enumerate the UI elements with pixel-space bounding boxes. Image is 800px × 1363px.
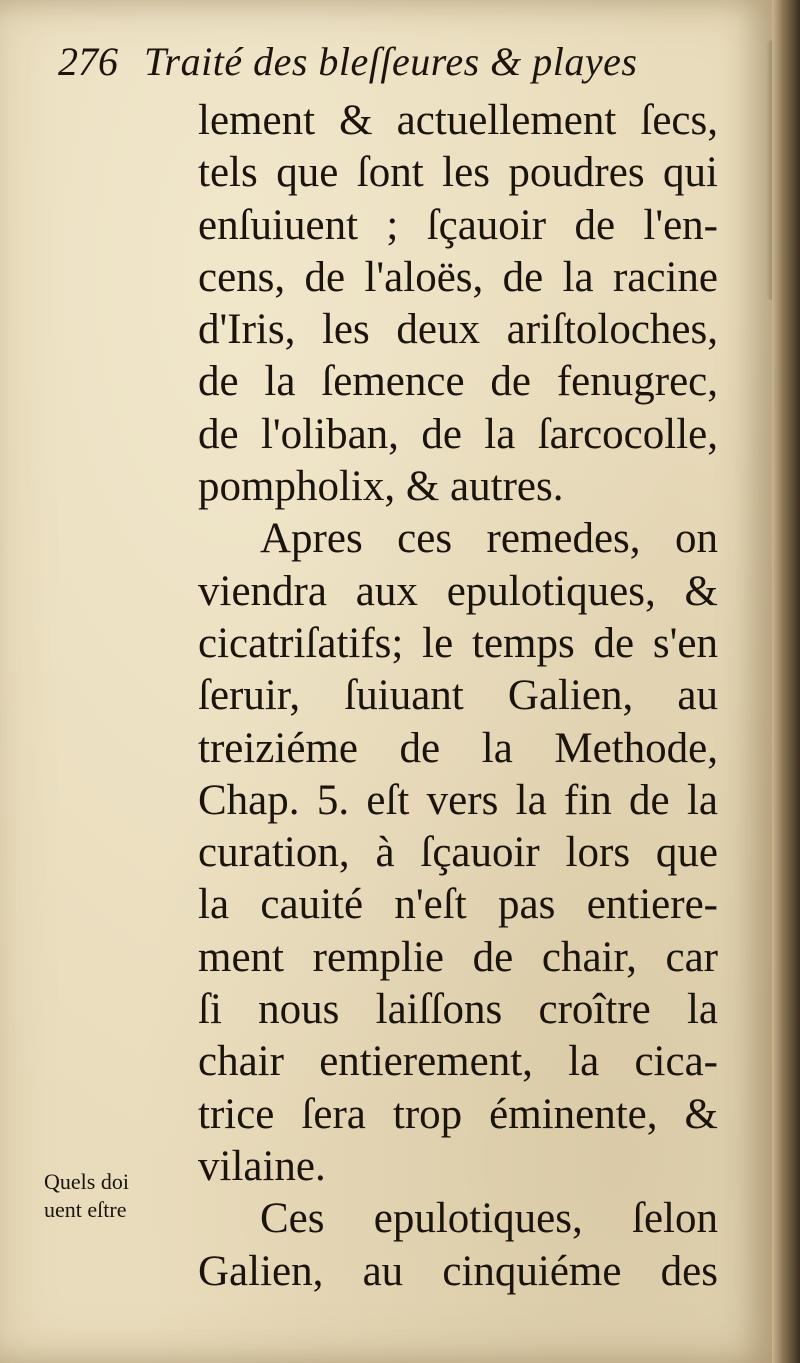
text-line: Chap. 5. eſt vers la fin de la bbox=[198, 776, 718, 824]
text-line: curation, à ſçauoir lors que bbox=[198, 829, 718, 877]
text-line: enſuiuent ; ſçauoir de l'en- bbox=[198, 201, 718, 249]
margin-note-line: uent eſtre bbox=[44, 1197, 127, 1222]
text-line: cens, de l'aloës, de la racine bbox=[198, 253, 718, 301]
text-line: de la ſemence de fenugrec, bbox=[198, 358, 718, 406]
page-number: 276 bbox=[58, 39, 118, 84]
text-line: ſeruir, ſuiuant Galien, au bbox=[198, 672, 718, 720]
text-line: d'Iris, les deux ariſtoloches, bbox=[198, 306, 718, 354]
text-line: de l'oliban, de la ſarcocolle, bbox=[198, 410, 718, 458]
text-line: ment remplie de chair, car bbox=[198, 933, 718, 981]
text-line: Apres ces remedes, on bbox=[260, 515, 718, 563]
margin-note-line: Quels doi bbox=[44, 1169, 129, 1194]
text-line: pompholix, & autres. bbox=[198, 463, 564, 511]
margin-note bbox=[44, 1168, 194, 1224]
text-line: lement & actuellement ſecs, bbox=[198, 97, 718, 144]
running-head: Traité des bleſſeures & playes bbox=[144, 39, 638, 84]
book-spine bbox=[772, 0, 800, 1363]
page-header bbox=[58, 38, 637, 98]
text-line: vilaine. bbox=[198, 1142, 326, 1190]
text-line: la cauité n'eſt pas entiere- bbox=[198, 881, 718, 929]
text-line: viendra aux epulotiques, & bbox=[198, 567, 718, 615]
text-line: Galien, au cinquiéme des bbox=[198, 1247, 718, 1295]
text-line: chair entierement, la cica- bbox=[198, 1038, 718, 1086]
text-line: treiziéme de la Methode, bbox=[198, 724, 718, 772]
text-line: trice ſera trop éminente, & bbox=[198, 1090, 718, 1138]
text-line: ſi nous laiſſons croître la bbox=[198, 986, 718, 1034]
text-line: cicatriſatifs; le temps de s'en bbox=[198, 619, 718, 667]
text-line: Ces epulotiques, ſelon bbox=[260, 1195, 718, 1243]
text-line: tels que ſont les poudres qui bbox=[198, 149, 718, 197]
body-text bbox=[198, 95, 718, 1298]
